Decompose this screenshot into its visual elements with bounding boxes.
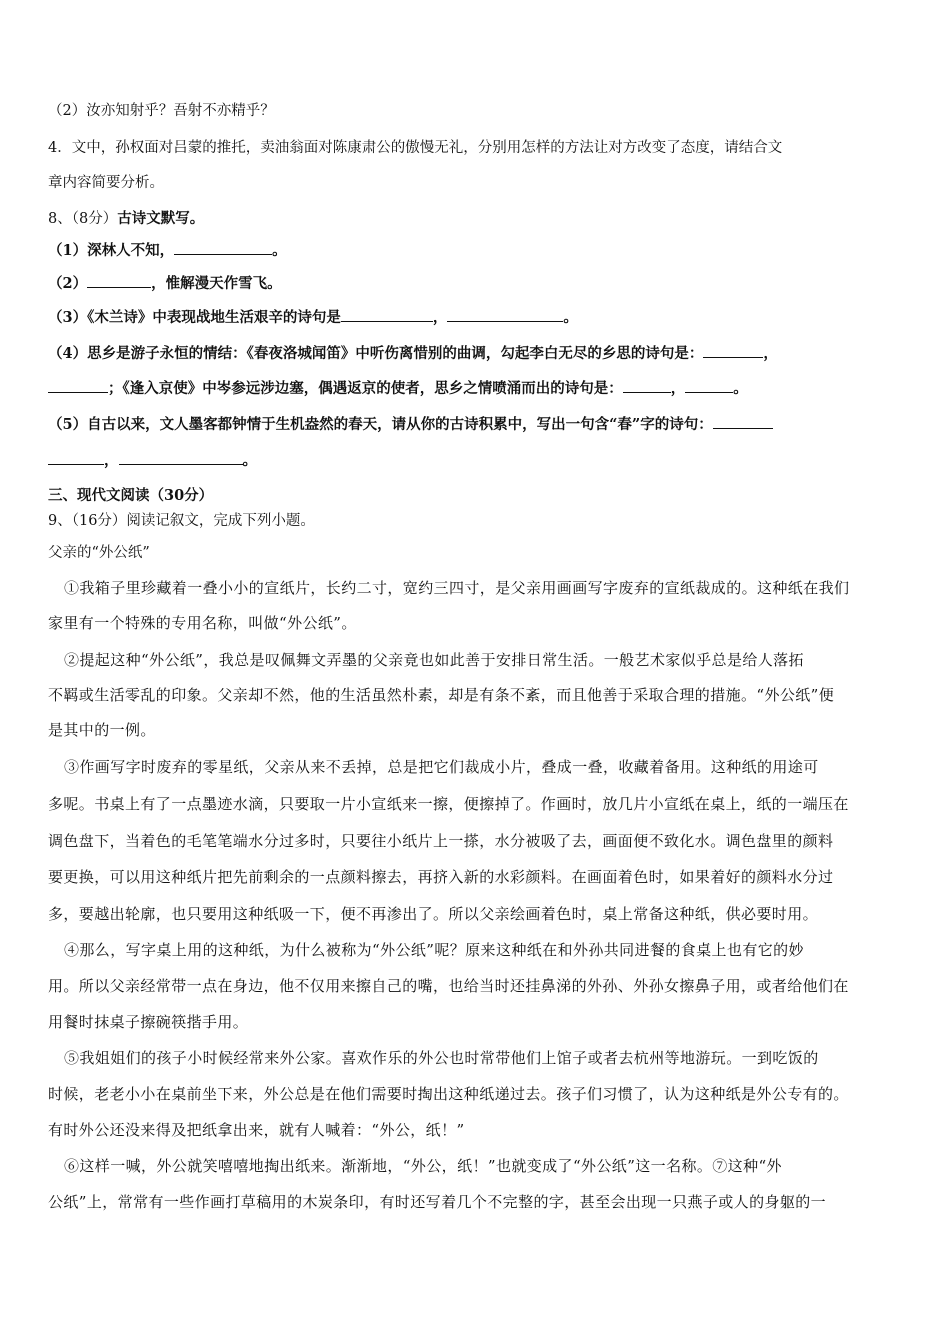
q8-item-3-text: （3）《木兰诗》中表现战地生活艰辛的诗句是 [48, 309, 341, 326]
q2-line: （2）汝亦知射乎？吾射不亦精乎？ [48, 103, 275, 119]
article-line: 不羁或生活零乱的印象。父亲却不然，他的生活虽然朴素，却是有条不紊，而且他善于采取合理的措施。“外公纸”便 [48, 686, 835, 704]
q8-item-5-end: 。 [242, 452, 257, 469]
q8-item-1 [48, 240, 908, 262]
q8-item-4-sep: ， [670, 380, 686, 397]
q8-item-4-sep: ， [763, 345, 778, 362]
article-line: 用。所以父亲经常带一点在身边，他不仅用来擦自己的嘴，也给当时还挂鼻涕的外孙、外孙女擦鼻子用，或者给他们在 [48, 977, 849, 995]
q8-item-4-end: 。 [733, 380, 748, 397]
answer-blank[interactable] [341, 307, 433, 322]
q8-item-4-mid: ；《逢入京使》中岑参远涉边塞，偶遇返京的使者，思乡之情喷涌而出的诗句是： [108, 380, 623, 397]
q8-item-3-sep: ， [432, 309, 448, 326]
section-3-heading: 三、现代文阅读（30分） [48, 487, 214, 504]
q8-item-1-end: 。 [272, 242, 287, 259]
answer-blank[interactable] [87, 273, 151, 288]
article-line: 是其中的一例。 [48, 721, 156, 739]
q8-item-5-line-1 [48, 414, 908, 436]
q8-item-2 [48, 273, 908, 295]
article-line: ⑤我姐姐们的孩子小时候经常来外公家。喜欢作乐的外公也时常带他们上馆子或者去杭州等地游玩。一到吃饭的 [64, 1049, 819, 1067]
answer-blank[interactable] [623, 378, 671, 393]
q9-instruction: 9、（16分）阅读记叙文，完成下列小题。 [48, 513, 315, 529]
answer-blank[interactable] [447, 307, 563, 322]
q8-item-4-line-1 [48, 343, 908, 365]
q8-item-4-line-2 [48, 378, 908, 400]
q8-item-5-sep: ， [104, 452, 119, 469]
q8-heading [48, 208, 908, 230]
article-line: ③作画写字时废弃的零星纸，父亲从来不丢掉，总是把它们裁成小片，叠成一叠，收藏着备用。这种纸的用途可 [64, 758, 819, 776]
answer-blank[interactable] [119, 450, 243, 465]
q4-line-1: 4．文中，孙权面对吕蒙的推托，卖油翁面对陈康肃公的傲慢无礼，分别用怎样的方法让对方改变了态度，请结合文 [48, 140, 783, 156]
answer-blank[interactable] [174, 240, 272, 255]
article-line: 要更换，可以用这种纸片把先前剩余的一点颜料擦去，再挤入新的水彩颜料。在画面着色时，如果着好的颜料水分过 [48, 868, 834, 886]
answer-blank[interactable] [48, 450, 104, 465]
q8-heading-prefix: 8、（8分） [48, 211, 118, 227]
q8-item-1-text: （1）深林人不知， [48, 242, 175, 259]
q4-line-2: 章内容简要分析。 [48, 175, 164, 191]
article-line: 调色盘下，当着色的毛笔笔端水分过多时，只要往小纸片上一搽，水分被吸了去，画面便不致化水。调色盘里的颜料 [48, 832, 834, 850]
article-title: 父亲的“外公纸” [48, 545, 150, 561]
article-line: ④那么，写字桌上用的这种纸，为什么被称为“外公纸”呢？原来这种纸在和外孙共同进餐的食桌上也有它的妙 [64, 941, 804, 959]
q8-item-3-end: 。 [563, 309, 578, 326]
q8-item-5-text: （5）自古以来，文人墨客都钟情于生机盎然的春天，请从你的古诗积累中，写出一句含“春”字的诗句： [48, 416, 713, 433]
q8-item-2-text: （2） [48, 275, 88, 292]
article-line: 时候，老老小小在桌前坐下来，外公总是在他们需要时掏出这种纸递过去。孩子们习惯了，认为这种纸是外公专有的。 [48, 1085, 849, 1103]
answer-blank[interactable] [703, 343, 763, 358]
q8-heading-title: 古诗文默写。 [117, 210, 205, 227]
q8-item-5-line-2 [48, 450, 908, 472]
answer-blank[interactable] [48, 378, 108, 393]
article-line: ②提起这种“外公纸”，我总是叹佩舞文弄墨的父亲竟也如此善于安排日常生活。一般艺术家似乎总是给人落拓 [64, 651, 804, 669]
q8-item-4-text: （4）思乡是游子永恒的情结：《春夜洛城闻笛》中听伤离惜别的曲调，勾起李白无尽的乡思的诗句是： [48, 345, 704, 362]
article-line: 多，要越出轮廓，也只要用这种纸吸一下，便不再渗出了。所以父亲绘画着色时，桌上常备这种纸，供必要时用。 [48, 905, 819, 923]
answer-blank[interactable] [713, 414, 773, 429]
article-line: 公纸”上，常常有一些作画打草稿用的木炭条印，有时还写着几个不完整的字，甚至会出现一只燕子或人的身躯的一 [48, 1193, 827, 1211]
article-line: 用餐时抹桌子擦碗筷揩手用。 [48, 1013, 249, 1031]
article-line: ①我箱子里珍藏着一叠小小的宣纸片，长约二寸，宽约三四寸，是父亲用画画写字废弃的宣纸裁成的。这种纸在我们 [64, 579, 850, 597]
q8-item-2-end: ，惟解漫天作雪飞。 [151, 275, 282, 292]
article-line: ⑥这样一喊，外公就笑嘻嘻地掏出纸来。渐渐地，“外公，纸！”也就变成了“外公纸”这一名称。⑦这种“外 [64, 1157, 782, 1175]
q8-item-3 [48, 307, 908, 329]
article-line: 有时外公还没来得及把纸拿出来，就有人喊着：“外公，纸！” [48, 1121, 465, 1139]
answer-blank[interactable] [685, 378, 733, 393]
article-line: 多呢。书桌上有了一点墨迹水滴，只要取一片小宣纸来一擦，便擦掉了。作画时，放几片小宣纸在桌上，纸的一端压在 [48, 795, 849, 813]
article-line: 家里有一个特殊的专用名称，叫做“外公纸”。 [48, 614, 357, 632]
